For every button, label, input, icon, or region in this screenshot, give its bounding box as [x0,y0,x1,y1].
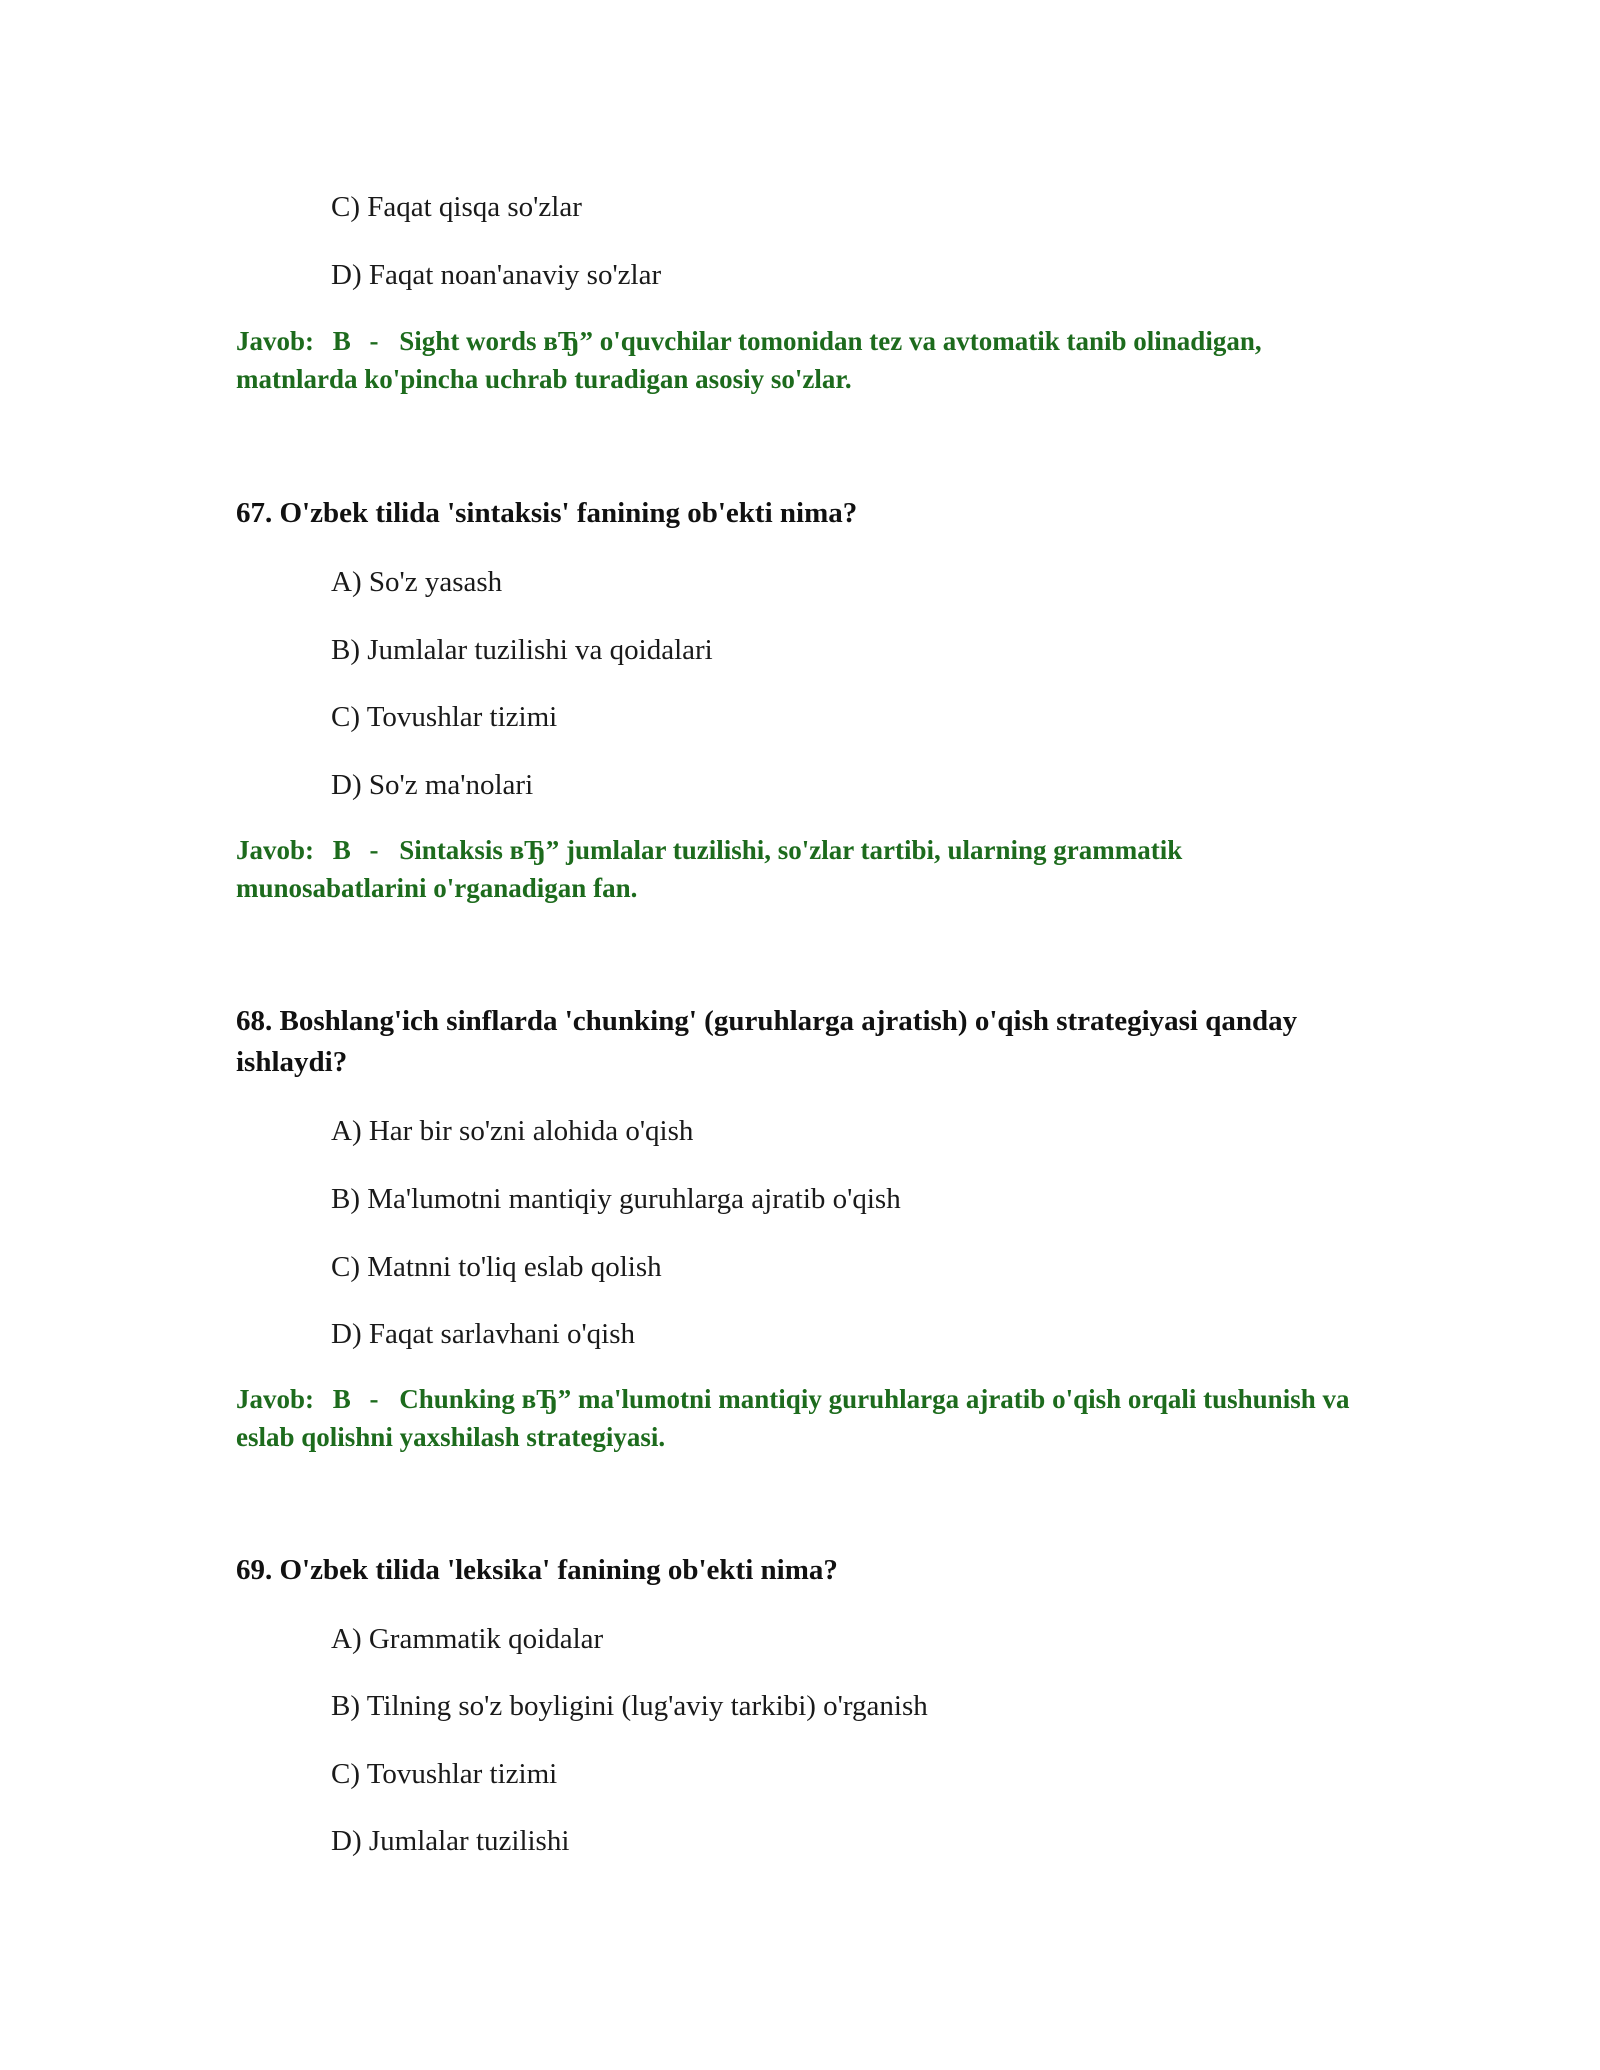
option-c: C) Tovushlar tizimi [331,701,558,733]
answer-block [236,322,1366,398]
option-d: D) So'z ma'nolari [331,769,534,801]
answer-dash: - [369,326,379,356]
question-69: 69. O'zbek tilida 'leksika' fanining ob'ekti nima? [236,1554,838,1586]
answer-letter: B [332,835,351,865]
answer-explanation: Chunking вЂ” ma'lumotni mantiqiy guruhlarga ajratib o'qish orqali tushunish va eslab qolishni yaxshilash strategiyasi. [236,1384,1350,1452]
answer-dash: - [369,835,379,865]
option-d: D) Jumlalar tuzilishi [331,1825,570,1857]
answer-letter: B [332,1384,351,1414]
option-a: A) So'z yasash [331,566,503,598]
answer-letter: B [332,326,351,356]
answer-block [236,831,1366,907]
option-c: C) Tovushlar tizimi [331,1758,558,1790]
question-68: 68. Boshlang'ich sinflarda 'chunking' (guruhlarga ajratish) o'qish strategiyasi qanday ishlaydi? [236,1005,1298,1078]
option-c: C) Matnni to'liq eslab qolish [331,1251,662,1283]
option-b: B) Ma'lumotni mantiqiy guruhlarga ajratib o'qish [331,1183,901,1215]
option-c: C) Faqat qisqa so'zlar [331,191,582,223]
answer-dash: - [369,1384,379,1414]
question-67: 67. O'zbek tilida 'sintaksis' fanining ob'ekti nima? [236,497,858,529]
option-a: A) Har bir so'zni alohida o'qish [331,1115,694,1147]
answer-block [236,1380,1366,1456]
answer-label: Javob: [236,835,315,865]
option-d: D) Faqat noan'anaviy so'zlar [331,259,662,291]
answer-explanation: Sight words вЂ” o'quvchilar tomonidan tez va avtomatik tanib olinadigan, matnlarda ko'pincha uchrab turadigan asosiy so'zlar. [236,326,1262,394]
option-b: B) Tilning so'z boyligini (lug'aviy tarkibi) o'rganish [331,1690,928,1722]
answer-label: Javob: [236,1384,315,1414]
option-b: B) Jumlalar tuzilishi va qoidalari [331,634,713,666]
answer-label: Javob: [236,326,315,356]
option-a: A) Grammatik qoidalar [331,1623,604,1655]
option-d: D) Faqat sarlavhani o'qish [331,1318,636,1350]
answer-explanation: Sintaksis вЂ” jumlalar tuzilishi, so'zlar tartibi, ularning grammatik munosabatlarini o'rganadigan fan. [236,835,1183,903]
